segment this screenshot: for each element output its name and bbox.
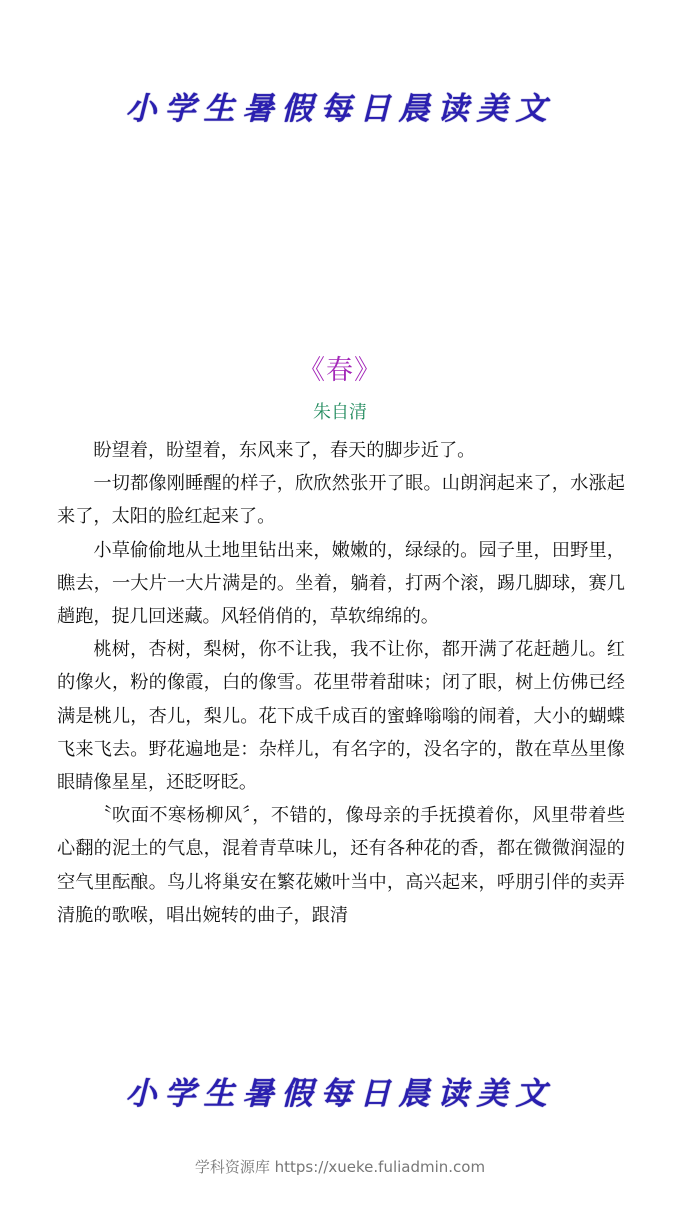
source-footer: 学科资源库 https://xueke.fuliadmin.com [194, 1158, 486, 1176]
paragraph: 桃树，杏树，梨树，你不让我，我不让你，都开满了花赶趟儿。红的像火，粉的像霞，白的像雪。花里带着甜味；闭了眼，树上仿佛已经满是桃儿，杏儿，梨儿。花下成千成百的蜜蜂嗡嗡的闹着，大小的蝴蝶飞来飞去。野花遍地是：杂样儿，有名字的，没名字的，散在草丛里像眼睛像星星，还眨呀眨。 [57, 639, 625, 794]
footer-banner: 小学生暑假每日晨读美文 [125, 1076, 555, 1112]
essay-body [57, 434, 625, 932]
paragraph: 〝吹面不寒杨柳风〞，不错的，像母亲的手抚摸着你，风里带着些心翻的泥土的气息，混着青草味儿，还有各种花的香，都在微微润湿的空气里酝酿。鸟儿将巢安在繁花嫩叶当中，高兴起来，呼朋引伴的卖弄清脆的歌喉，唱出婉转的曲子，跟清 [57, 805, 625, 926]
paragraph: 盼望着，盼望着，东风来了，春天的脚步近了。 [93, 440, 476, 461]
essay-title: 《春》 [298, 355, 382, 386]
paragraph: 小草偷偷地从土地里钻出来，嫩嫩的，绿绿的。园子里，田野里，瞧去，一大片一大片满是的。坐着，躺着，打两个滚，踢几脚球，赛几趟跑，捉几回迷藏。风轻俏俏的，草软绵绵的。 [57, 539, 625, 628]
essay-author: 朱自清 [313, 402, 367, 423]
header-banner: 小学生暑假每日晨读美文 [125, 91, 555, 127]
paragraph: 一切都像刚睡醒的样子，欣欣然张开了眼。山朗润起来了，水涨起来了，太阳的脸红起来了。 [57, 473, 625, 528]
